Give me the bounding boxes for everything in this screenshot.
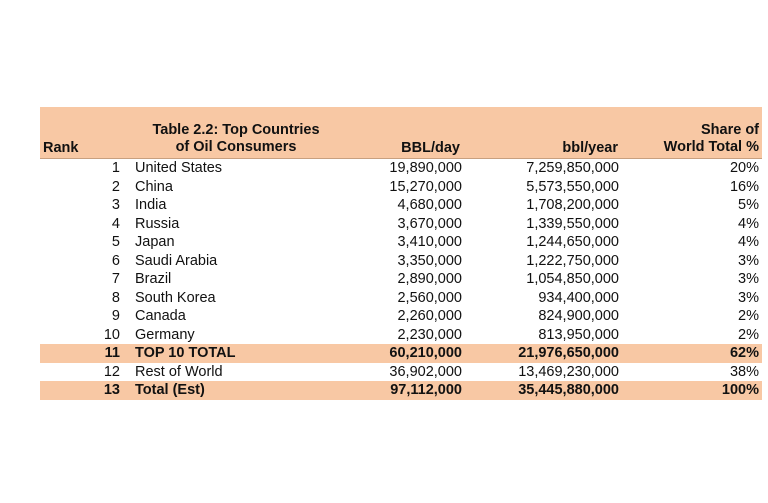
bbl-year-cell: 13,469,230,000 <box>518 363 619 380</box>
bbl-day-cell: 19,890,000 <box>389 160 462 176</box>
bbl-day-cell: 2,560,000 <box>397 289 462 306</box>
share-cell: 4% <box>738 215 759 232</box>
share-cell: 3% <box>738 252 759 269</box>
bbl-day-cell: 36,902,000 <box>389 363 462 380</box>
bbl-day-cell: 3,670,000 <box>397 215 462 232</box>
rank-cell: 3 <box>111 197 120 213</box>
header-share <box>636 122 759 156</box>
oil-consumers-table <box>40 107 762 400</box>
bbl-day-cell: 97,112,000 <box>390 382 462 398</box>
table-header <box>40 107 762 158</box>
bbl-year-cell: 7,259,850,000 <box>526 160 619 176</box>
bbl-year-cell: 934,400,000 <box>538 289 619 306</box>
table-row <box>40 159 762 178</box>
bbl-year-cell: 35,445,880,000 <box>518 382 619 398</box>
header-share-line1: Share of <box>700 122 759 138</box>
rank-cell: 8 <box>111 289 120 306</box>
share-cell: 5% <box>738 197 759 213</box>
share-cell: 100% <box>721 382 759 398</box>
rank-cell: 7 <box>111 271 120 287</box>
country-cell: Russia <box>135 215 180 232</box>
bbl-year-cell: 1,708,200,000 <box>526 197 619 213</box>
table-row <box>40 363 762 382</box>
table-row <box>40 196 762 215</box>
rank-cell: 11 <box>104 345 120 361</box>
share-cell: 2% <box>738 308 759 324</box>
table-title <box>116 122 356 156</box>
bbl-year-cell: 21,976,650,000 <box>518 345 619 361</box>
share-cell: 38% <box>729 363 759 380</box>
table-body <box>40 159 762 400</box>
country-cell: South Korea <box>135 289 216 306</box>
bbl-day-cell: 60,210,000 <box>389 345 462 361</box>
table-row <box>40 270 762 289</box>
share-cell: 62% <box>729 345 759 361</box>
share-cell: 2% <box>738 326 759 343</box>
bbl-year-cell: 5,573,550,000 <box>526 178 619 195</box>
table-title-line1: Table 2.2: Top Countries <box>152 122 320 138</box>
country-cell: China <box>135 178 173 195</box>
header-bbl-day: BBL/day <box>401 140 460 156</box>
header-rank: Rank <box>43 140 79 156</box>
rank-cell: 12 <box>103 363 120 380</box>
country-cell: Canada <box>135 308 186 324</box>
rank-cell: 6 <box>111 252 120 269</box>
header-bbl-year: bbl/year <box>562 140 618 156</box>
share-cell: 3% <box>738 271 759 287</box>
table-row-total <box>40 344 762 363</box>
country-cell: Brazil <box>135 271 172 287</box>
bbl-year-cell: 813,950,000 <box>538 326 619 343</box>
country-cell: Total (Est) <box>135 382 205 398</box>
bbl-year-cell: 824,900,000 <box>538 308 619 324</box>
rank-cell: 10 <box>103 326 120 343</box>
country-cell: Saudi Arabia <box>135 252 218 269</box>
header-share-line2: World Total % <box>663 139 759 155</box>
country-cell: Japan <box>135 234 175 250</box>
bbl-day-cell: 2,890,000 <box>397 271 462 287</box>
table-row <box>40 289 762 308</box>
table-row-total <box>40 381 762 400</box>
table-row <box>40 307 762 326</box>
table-row <box>40 178 762 197</box>
country-cell: Rest of World <box>135 363 223 380</box>
bbl-day-cell: 3,410,000 <box>397 234 462 250</box>
rank-cell: 13 <box>103 382 120 398</box>
bbl-day-cell: 15,270,000 <box>389 178 462 195</box>
bbl-year-cell: 1,054,850,000 <box>526 271 619 287</box>
country-cell: Germany <box>135 326 195 343</box>
rank-cell: 2 <box>111 178 120 195</box>
bbl-day-cell: 2,260,000 <box>397 308 462 324</box>
country-cell: India <box>135 197 167 213</box>
bbl-year-cell: 1,339,550,000 <box>526 215 619 232</box>
table-row <box>40 233 762 252</box>
table-row <box>40 326 762 345</box>
share-cell: 3% <box>738 289 759 306</box>
country-cell: TOP 10 TOTAL <box>135 345 236 361</box>
share-cell: 4% <box>738 234 759 250</box>
table-title-line2: of Oil Consumers <box>175 139 297 155</box>
share-cell: 16% <box>729 178 759 195</box>
rank-cell: 4 <box>111 215 120 232</box>
bbl-day-cell: 2,230,000 <box>397 326 462 343</box>
bbl-day-cell: 4,680,000 <box>397 197 462 213</box>
bbl-day-cell: 3,350,000 <box>397 252 462 269</box>
rank-cell: 9 <box>111 308 120 324</box>
rank-cell: 5 <box>111 234 120 250</box>
rank-cell: 1 <box>111 160 120 176</box>
table-row <box>40 252 762 271</box>
bbl-year-cell: 1,244,650,000 <box>526 234 619 250</box>
country-cell: United States <box>135 160 223 176</box>
bbl-year-cell: 1,222,750,000 <box>526 252 619 269</box>
share-cell: 20% <box>729 160 759 176</box>
table-row <box>40 215 762 234</box>
